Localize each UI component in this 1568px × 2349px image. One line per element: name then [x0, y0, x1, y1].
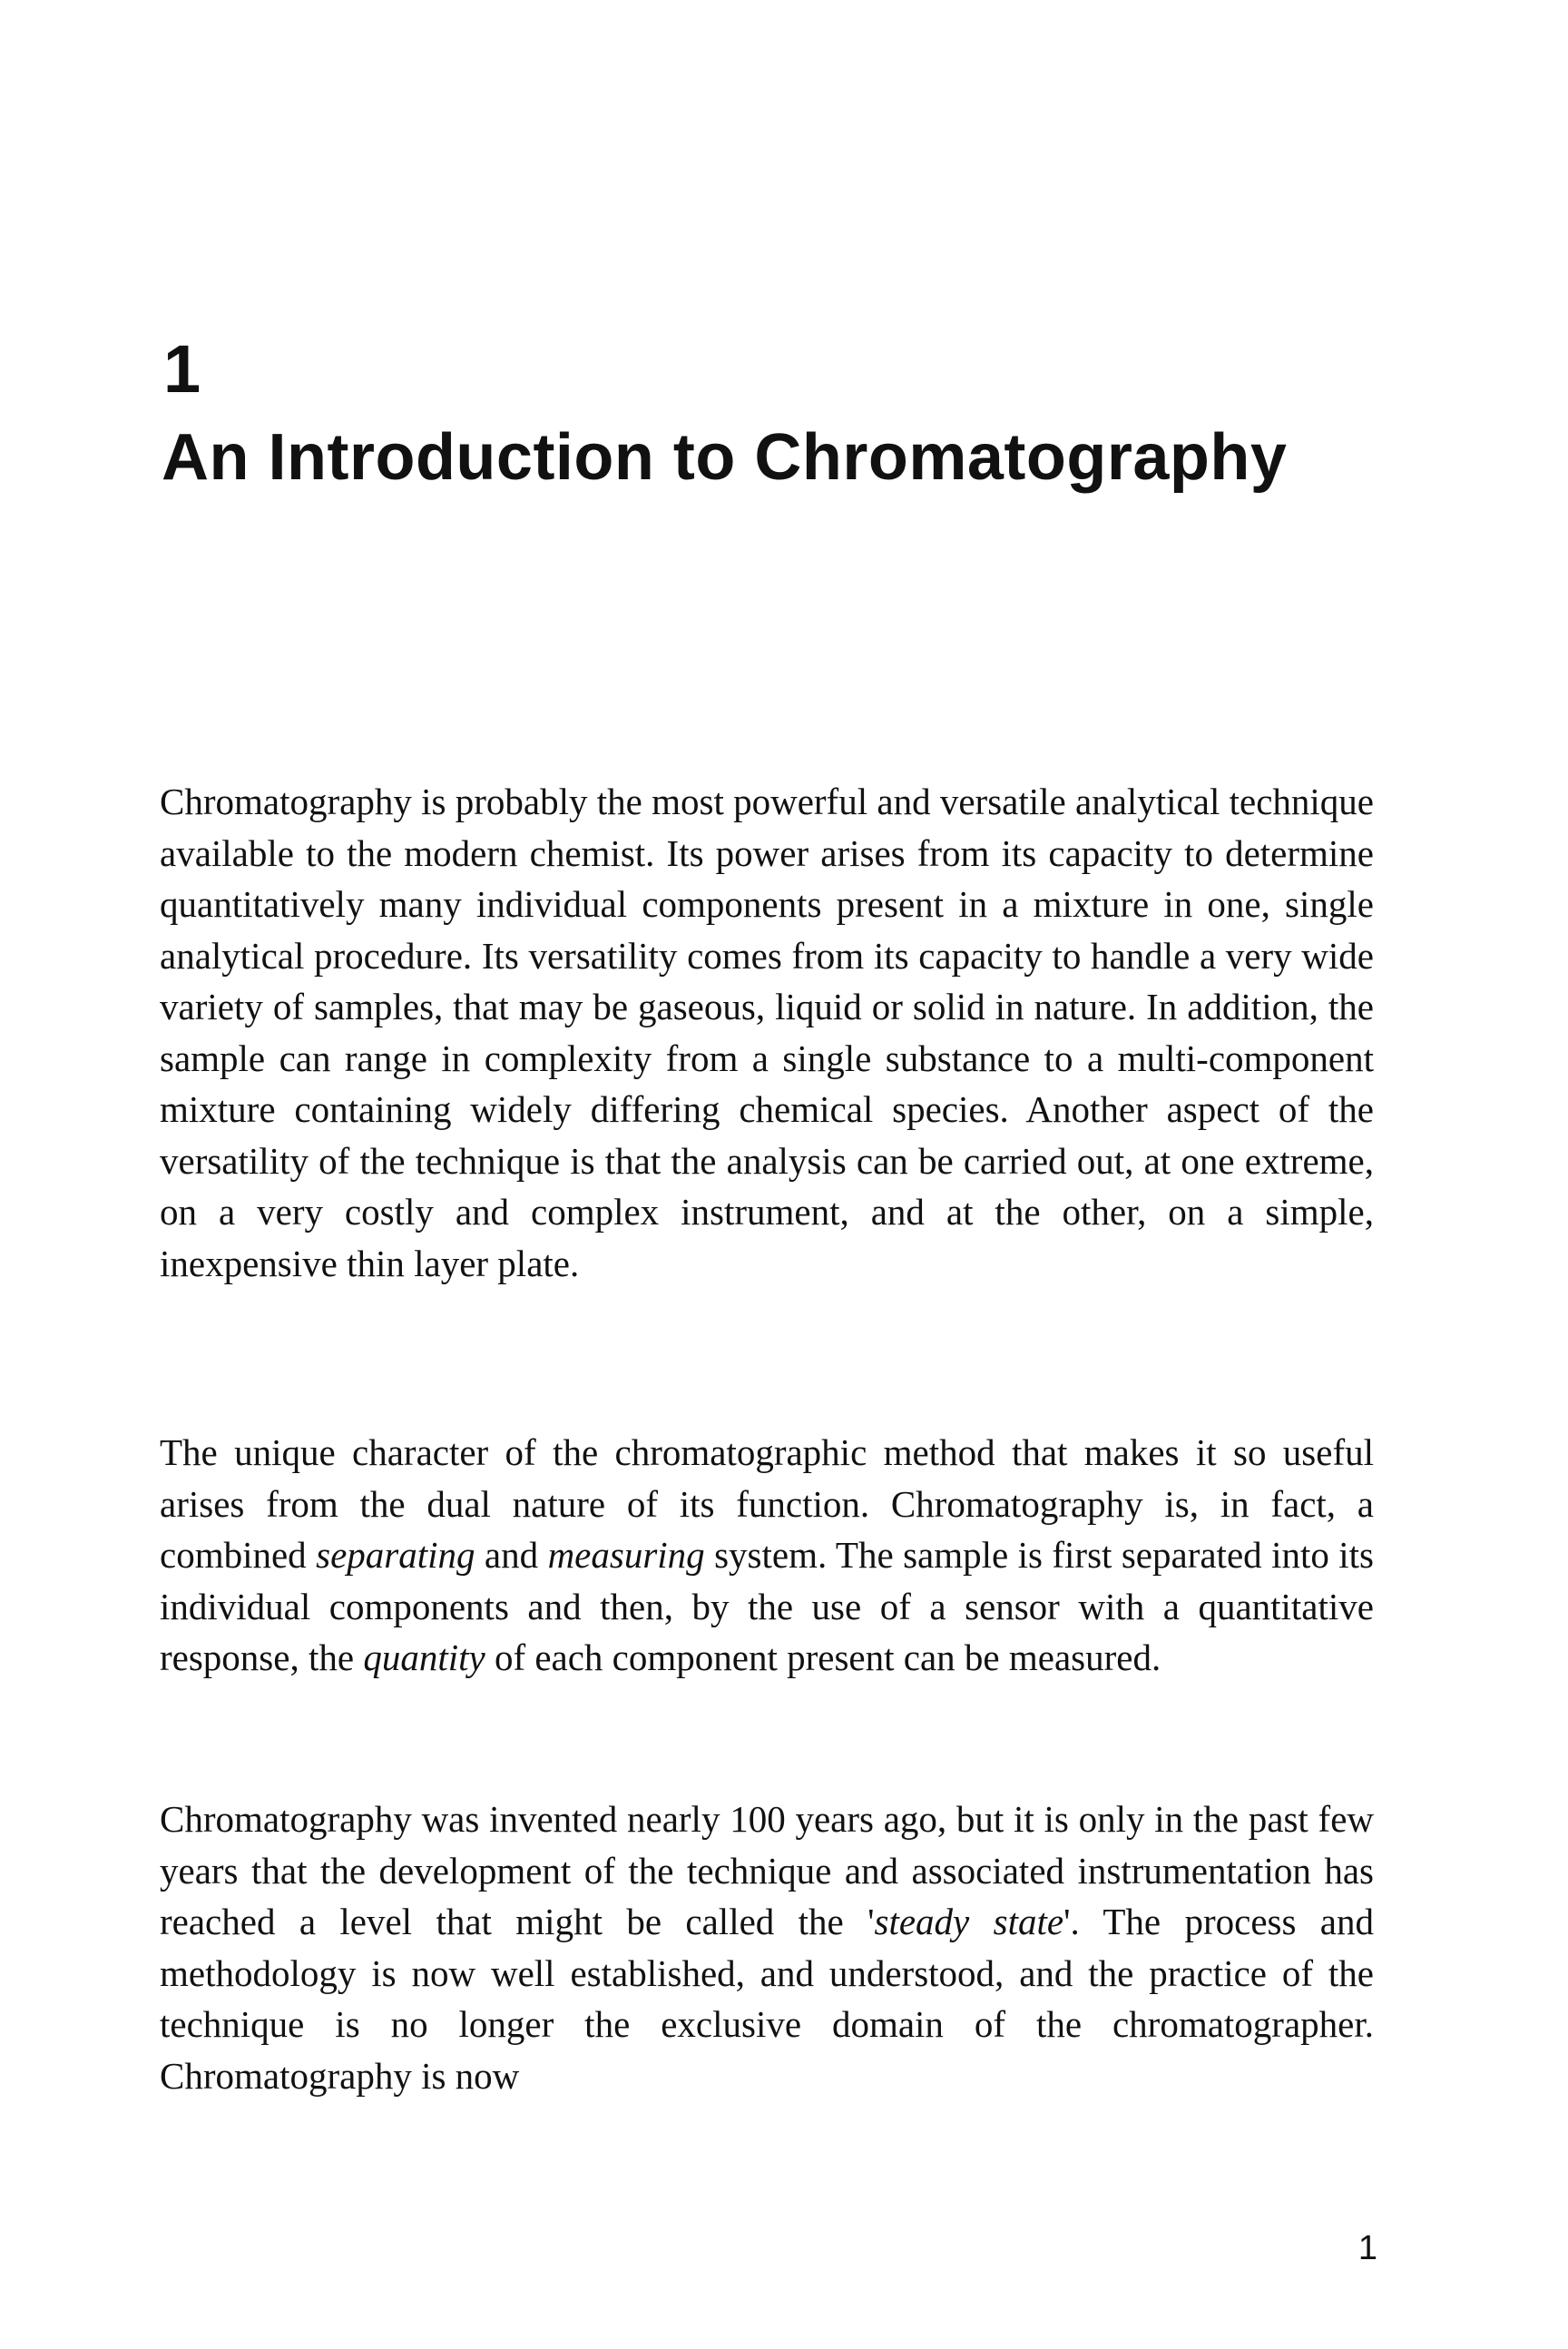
- paragraph-3-text: Chromatography was invented nearly 100 years ago, but it is only in the past few years that the development of the technique and associated instrumentation has reached a level that might be called the ': [160, 1798, 1374, 1942]
- emphasis-separating: separating: [316, 1534, 475, 1576]
- page-number: 1: [1357, 2229, 1377, 2267]
- paragraph-2-text: system. The sample is first separated into its individual components and then, by the use of a sensor with a quantitative response, the: [160, 1534, 1375, 1678]
- emphasis-quantity: quantity: [363, 1636, 485, 1678]
- paragraph-1: Chromatography is probably the most powerful and versatile analytical technique available to the modern chemist. Its power arises from its capacity to determine quantitatively many individual components present in a mixture in one, single analytical procedure. Its versatility comes from its capacity to handle a very wide variety of samples, that may be gaseous, liquid or solid in nature. In addition, the sample can range in complexity from a single substance to a multi-component mixture containing widely differing chemical species. Another aspect of the versatility of the technique is that the analysis can be carried out, at one extreme, on a very costly and complex instrument, and at the other, on a simple, inexpensive thin layer plate.: [160, 781, 1374, 1284]
- paragraph-2-text: and: [475, 1534, 548, 1576]
- paragraph-2-text: The unique character of the chromatographic method that makes it so useful arises from the dual nature of its function. Chromatography is, in fact, a combined: [160, 1431, 1374, 1576]
- emphasis-measuring: measuring: [547, 1534, 705, 1576]
- paragraph-2-text: of each component present can be measured.: [485, 1636, 1161, 1678]
- chapter-number: 1: [163, 331, 201, 407]
- emphasis-steady-state: steady state: [874, 1901, 1064, 1942]
- chapter-title: An Introduction to Chromatography: [162, 421, 1288, 494]
- paragraph-3-text: '. The process and methodology is now well established, and understood, and the practice of the technique is no longer the exclusive domain of the chromatographer. Chromatography is now: [160, 1901, 1374, 2097]
- paragraph-2: [160, 1427, 1374, 1684]
- paragraph-3: [160, 1794, 1374, 2101]
